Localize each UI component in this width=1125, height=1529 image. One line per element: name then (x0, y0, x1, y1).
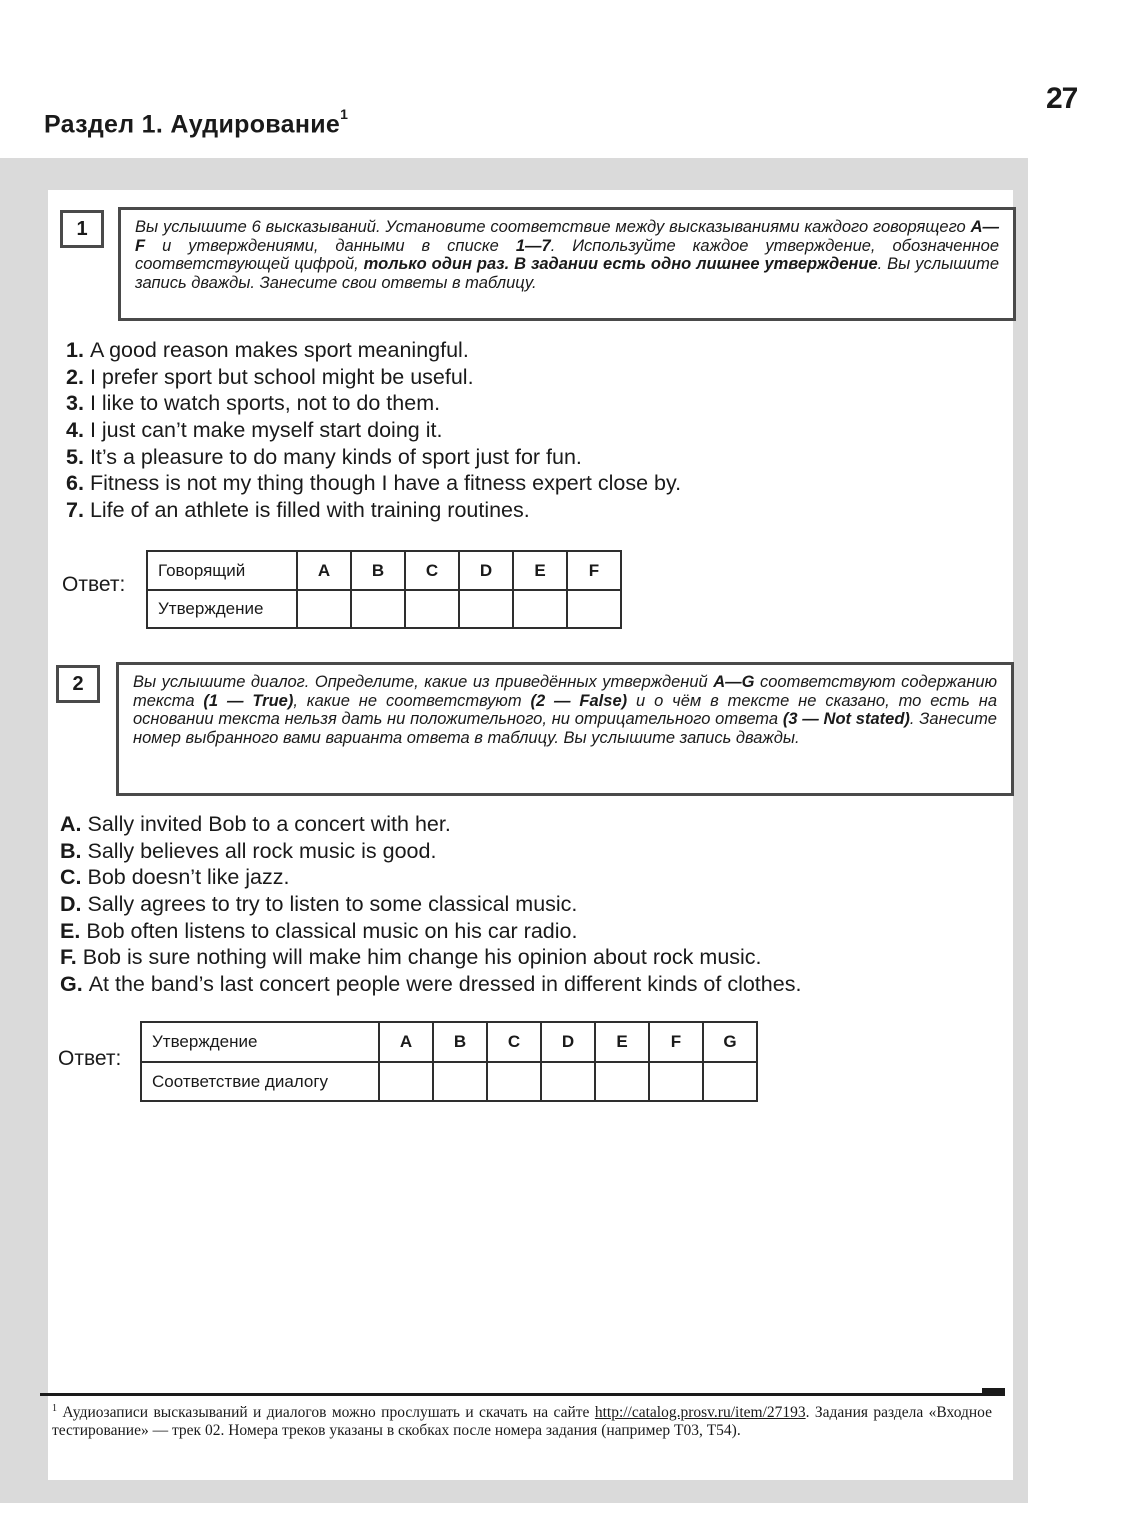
statement-number: 2. (66, 364, 84, 389)
section-title-text: Раздел 1. Аудирование (44, 110, 341, 139)
statement (66, 470, 681, 497)
statement-letter: E. (60, 918, 81, 943)
statement-text: Bob doesn’t like jazz. (87, 865, 290, 890)
statement-letter: C. (60, 865, 82, 890)
footnote-number: 1 (52, 1403, 57, 1414)
table-row-label: Утверждение (147, 590, 297, 628)
statement-text: Sally believes all rock music is good. (87, 838, 437, 863)
statement-number: 4. (66, 418, 84, 443)
table-row-label: Соответствие диалогу (141, 1062, 379, 1101)
statement-number: 6. (66, 471, 84, 496)
statement (60, 918, 801, 945)
instr-bold: (2 — False) (530, 691, 628, 710)
answer-cell[interactable] (297, 590, 351, 628)
statement-text: At the band’s last concert people were dressed in different kinds of clothes. (88, 972, 802, 997)
answer-cell[interactable] (567, 590, 621, 628)
answer-cell[interactable] (487, 1062, 541, 1101)
statement (60, 811, 801, 838)
answer-cell[interactable] (703, 1062, 757, 1101)
statement-text: It’s a pleasure to do many kinds of sport just for fun. (89, 444, 582, 469)
answer-cell[interactable] (541, 1062, 595, 1101)
statement-letter: F. (60, 945, 77, 970)
statement-letter: B. (60, 838, 82, 863)
statement-text: I like to watch sports, not to do them. (89, 391, 441, 416)
statement-letter: G. (60, 972, 83, 997)
instr-text: . Используйте каждое утверждение, обозначенное соответствующей цифрой, (135, 236, 999, 273)
statement-number: 5. (66, 444, 84, 469)
table-header-cell: G (703, 1022, 757, 1062)
page-number: 27 (1046, 82, 1078, 115)
table-header-cell: F (649, 1022, 703, 1062)
instr-bold: (3 — Not stated) (782, 710, 910, 728)
statement-text: Sally invited Bob to a concert with her. (87, 812, 451, 836)
instr-bold: A—F (135, 218, 999, 255)
instr-bold: A—G (713, 673, 755, 691)
footnote (52, 1400, 992, 1440)
statement (66, 364, 681, 391)
section-title (44, 106, 349, 139)
answer-cell[interactable] (649, 1062, 703, 1101)
statement (60, 971, 801, 998)
statement (66, 497, 681, 524)
statement (60, 838, 801, 865)
answer-cell[interactable] (595, 1062, 649, 1101)
table-header-cell: D (541, 1022, 595, 1062)
table-header-cell: A (379, 1022, 433, 1062)
statement-text: Sally agrees to try to listen to some classical music. (87, 892, 578, 917)
answer-cell[interactable] (459, 590, 513, 628)
instr-text: Вы услышите 6 высказываний. Установите соответствие между высказываниями каждого говорящего (135, 218, 971, 236)
statement-number: 3. (66, 391, 84, 416)
instr-text: . Вы услышите запись дважды. Занесите свои ответы в таблицу. (135, 255, 1000, 292)
task-2-answer-table (140, 1021, 758, 1102)
statement-text: A good reason makes sport meaningful. (89, 338, 469, 362)
footnote-divider-tab (982, 1388, 1005, 1394)
statement-text: I prefer sport but school might be useful. (89, 364, 474, 389)
footnote-marker: 1 (340, 106, 349, 122)
instr-bold: только один раз. В задании есть одно лишнее утверждение (363, 255, 878, 273)
statement-text: Life of an athlete is filled with training routines. (89, 498, 530, 523)
statement (60, 944, 801, 971)
footnote-divider (40, 1393, 1005, 1396)
instr-text: . Занесите номер выбранного вами варианта ответа в таблицу. Вы услышите запись дважды. (133, 710, 997, 747)
statement-letter: A. (60, 812, 82, 836)
answer-cell[interactable] (513, 590, 567, 628)
statement (66, 444, 681, 471)
statement (66, 337, 681, 364)
table-header-cell: C (487, 1022, 541, 1062)
statement-text: Fitness is not my thing though I have a fitness expert close by. (89, 471, 682, 496)
instr-text: и о чём в тексте не сказано, то есть на основании текста нельзя дать ни положительного, ни отрицательного ответа (133, 691, 998, 728)
statement (60, 891, 801, 918)
footnote-text: . Задания раздела «Входное тестирование» — трек 02. Номера треков указаны в скобках после номера задания (например Т03, Т54). (52, 1404, 992, 1440)
task-1-statements (66, 337, 681, 524)
instr-bold: (1 — True) (203, 691, 294, 710)
task-1-answer-table (146, 550, 622, 629)
instr-bold: 1—7 (515, 236, 551, 255)
statement-number: 7. (66, 498, 84, 523)
catalog-link[interactable]: http://catalog.prosv.ru/item/27193 (594, 1404, 806, 1422)
table-header-cell: D (459, 551, 513, 590)
statement (66, 390, 681, 417)
instr-text: Вы услышите диалог. Определите, какие из приведённых утверждений (133, 673, 714, 691)
instr-text: , какие не соответствуют (293, 691, 531, 710)
statement (60, 864, 801, 891)
table-header-cell: C (405, 551, 459, 590)
instr-text: и утверждениями, данными в списке (145, 236, 516, 255)
task-2-number: 2 (56, 665, 100, 703)
task-2-instruction (116, 662, 1014, 796)
statement-letter: D. (60, 892, 82, 917)
table-header-cell: A (297, 551, 351, 590)
task-1-instruction (118, 207, 1016, 321)
statement-text: Bob often listens to classical music on his car radio. (86, 918, 578, 943)
statement-text: Bob is sure nothing will make him change his opinion about rock music. (82, 945, 762, 970)
table-header-cell: E (513, 551, 567, 590)
answer-cell[interactable] (379, 1062, 433, 1101)
table-row-label: Говорящий (147, 551, 297, 590)
statement-number: 1. (66, 338, 84, 362)
answer-cell[interactable] (405, 590, 459, 628)
table-header-cell: F (567, 551, 621, 590)
task-2-answer-label: Ответ: (58, 1047, 122, 1070)
task-2-statements (60, 811, 801, 998)
instr-text: соответствуют содержанию текста (133, 673, 997, 710)
task-1-answer-label: Ответ: (62, 573, 126, 596)
task-1-number: 1 (60, 210, 104, 248)
answer-cell[interactable] (351, 590, 405, 628)
table-header-cell: B (433, 1022, 487, 1062)
statement-text: I just can’t make myself start doing it. (89, 418, 443, 443)
answer-cell[interactable] (433, 1062, 487, 1101)
table-header-cell: B (351, 551, 405, 590)
table-header-cell: E (595, 1022, 649, 1062)
table-row-label: Утверждение (141, 1022, 379, 1062)
statement (66, 417, 681, 444)
footnote-text: Аудиозаписи высказываний и диалогов можно прослушать и скачать на сайте (57, 1404, 595, 1422)
